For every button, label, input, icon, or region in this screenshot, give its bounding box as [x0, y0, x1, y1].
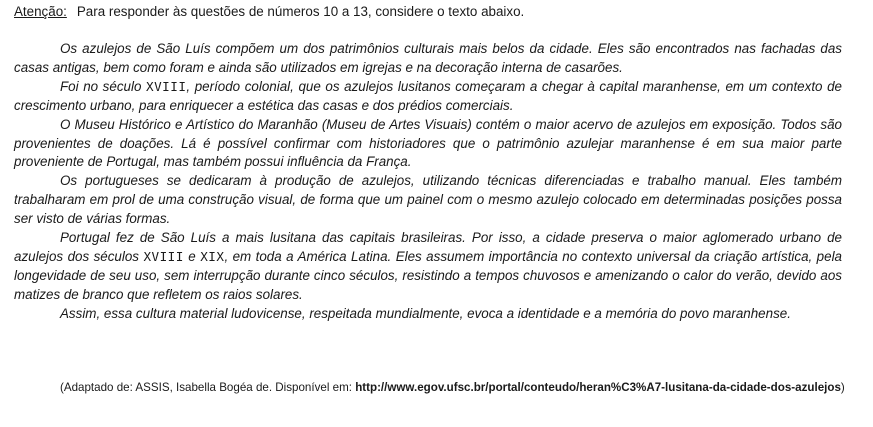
citation-url: http://www.egov.ufsc.br/portal/conteudo/heran%C3%A7-lusitana-da-cidade-dos-azulejos: [355, 381, 841, 394]
paragraph-6: Assim, essa cultura material ludovicense, respeitada mundialmente, evoca a identidade e a memória do povo maranhense.: [60, 305, 791, 321]
citation-prefix: (Adaptado de: ASSIS, Isabella Bogéa de. Disponível em:: [60, 381, 356, 394]
paragraph-1: Os azulejos de São Luís compõem um dos patrimônios culturais mais belos da cidade. Eles são encontrados nas fachadas das casas antigas, bem como foram e ainda são utilizados em igrejas e na decoração interna de casarões.: [14, 41, 842, 75]
paragraph-2: [14, 78, 842, 116]
paragraph-5-part: , em toda a América Latina. Eles assumem importância no contexto universal da criação artística, pela longevidade de seu uso, sem interrupção durante cinco séculos, resistindo a tempos chuvosos e amenizando o calor do verão, devido aos matizes de branco que refletem os raios solares.: [14, 248, 843, 302]
paragraph-2-part: Foi no século: [60, 78, 146, 94]
paragraph-4: Os portugueses se dedicaram à produção de azulejos, utilizando técnicas diferenciadas e trabalho manual. Eles também trabalharam em prol de uma construção visual, de forma que um painel com o mesmo azulejo colocado em determinadas posições possa ser visto de várias formas.: [14, 173, 842, 227]
attention-label: Atenção:: [14, 4, 67, 19]
attention-text: Para responder às questões de números 10 a 13, considere o texto abaixo.: [76, 4, 525, 19]
paragraph-5: [14, 229, 842, 305]
roman-numeral: XVIII: [145, 78, 187, 94]
citation-suffix: ): [840, 381, 845, 394]
paragraph-5-part: Portugal fez de São Luís a mais lusitana das capitais brasileiras. Por isso, a cidade preserva o maior aglomerado urbano de azulejos dos séculos: [14, 230, 842, 264]
paragraph-5-part: e: [183, 248, 201, 264]
reading-text: [14, 40, 842, 324]
paragraph-2-part: , período colonial, que os azulejos lusitanos começaram a chegar à capital maranhense, em um contexto de crescimento urbano, para enriquecer a estética das casas e dos prédios comerciais.: [14, 78, 842, 113]
roman-numeral: XVIII: [143, 248, 184, 264]
paragraph-3: O Museu Histórico e Artístico do Maranhão (Museu de Artes Visuais) contém o maior acervo de azulejos em exposição. Todos são provenientes de doações. Lá é possível confirmar com historiadores que o patrimônio azulejar maranhense é em sua maior parte proveniente de Portugal, mas também possui influência da França.: [14, 116, 842, 170]
attention-notice: [14, 4, 524, 19]
roman-numeral: XIX: [200, 248, 225, 264]
source-citation: [60, 381, 850, 396]
